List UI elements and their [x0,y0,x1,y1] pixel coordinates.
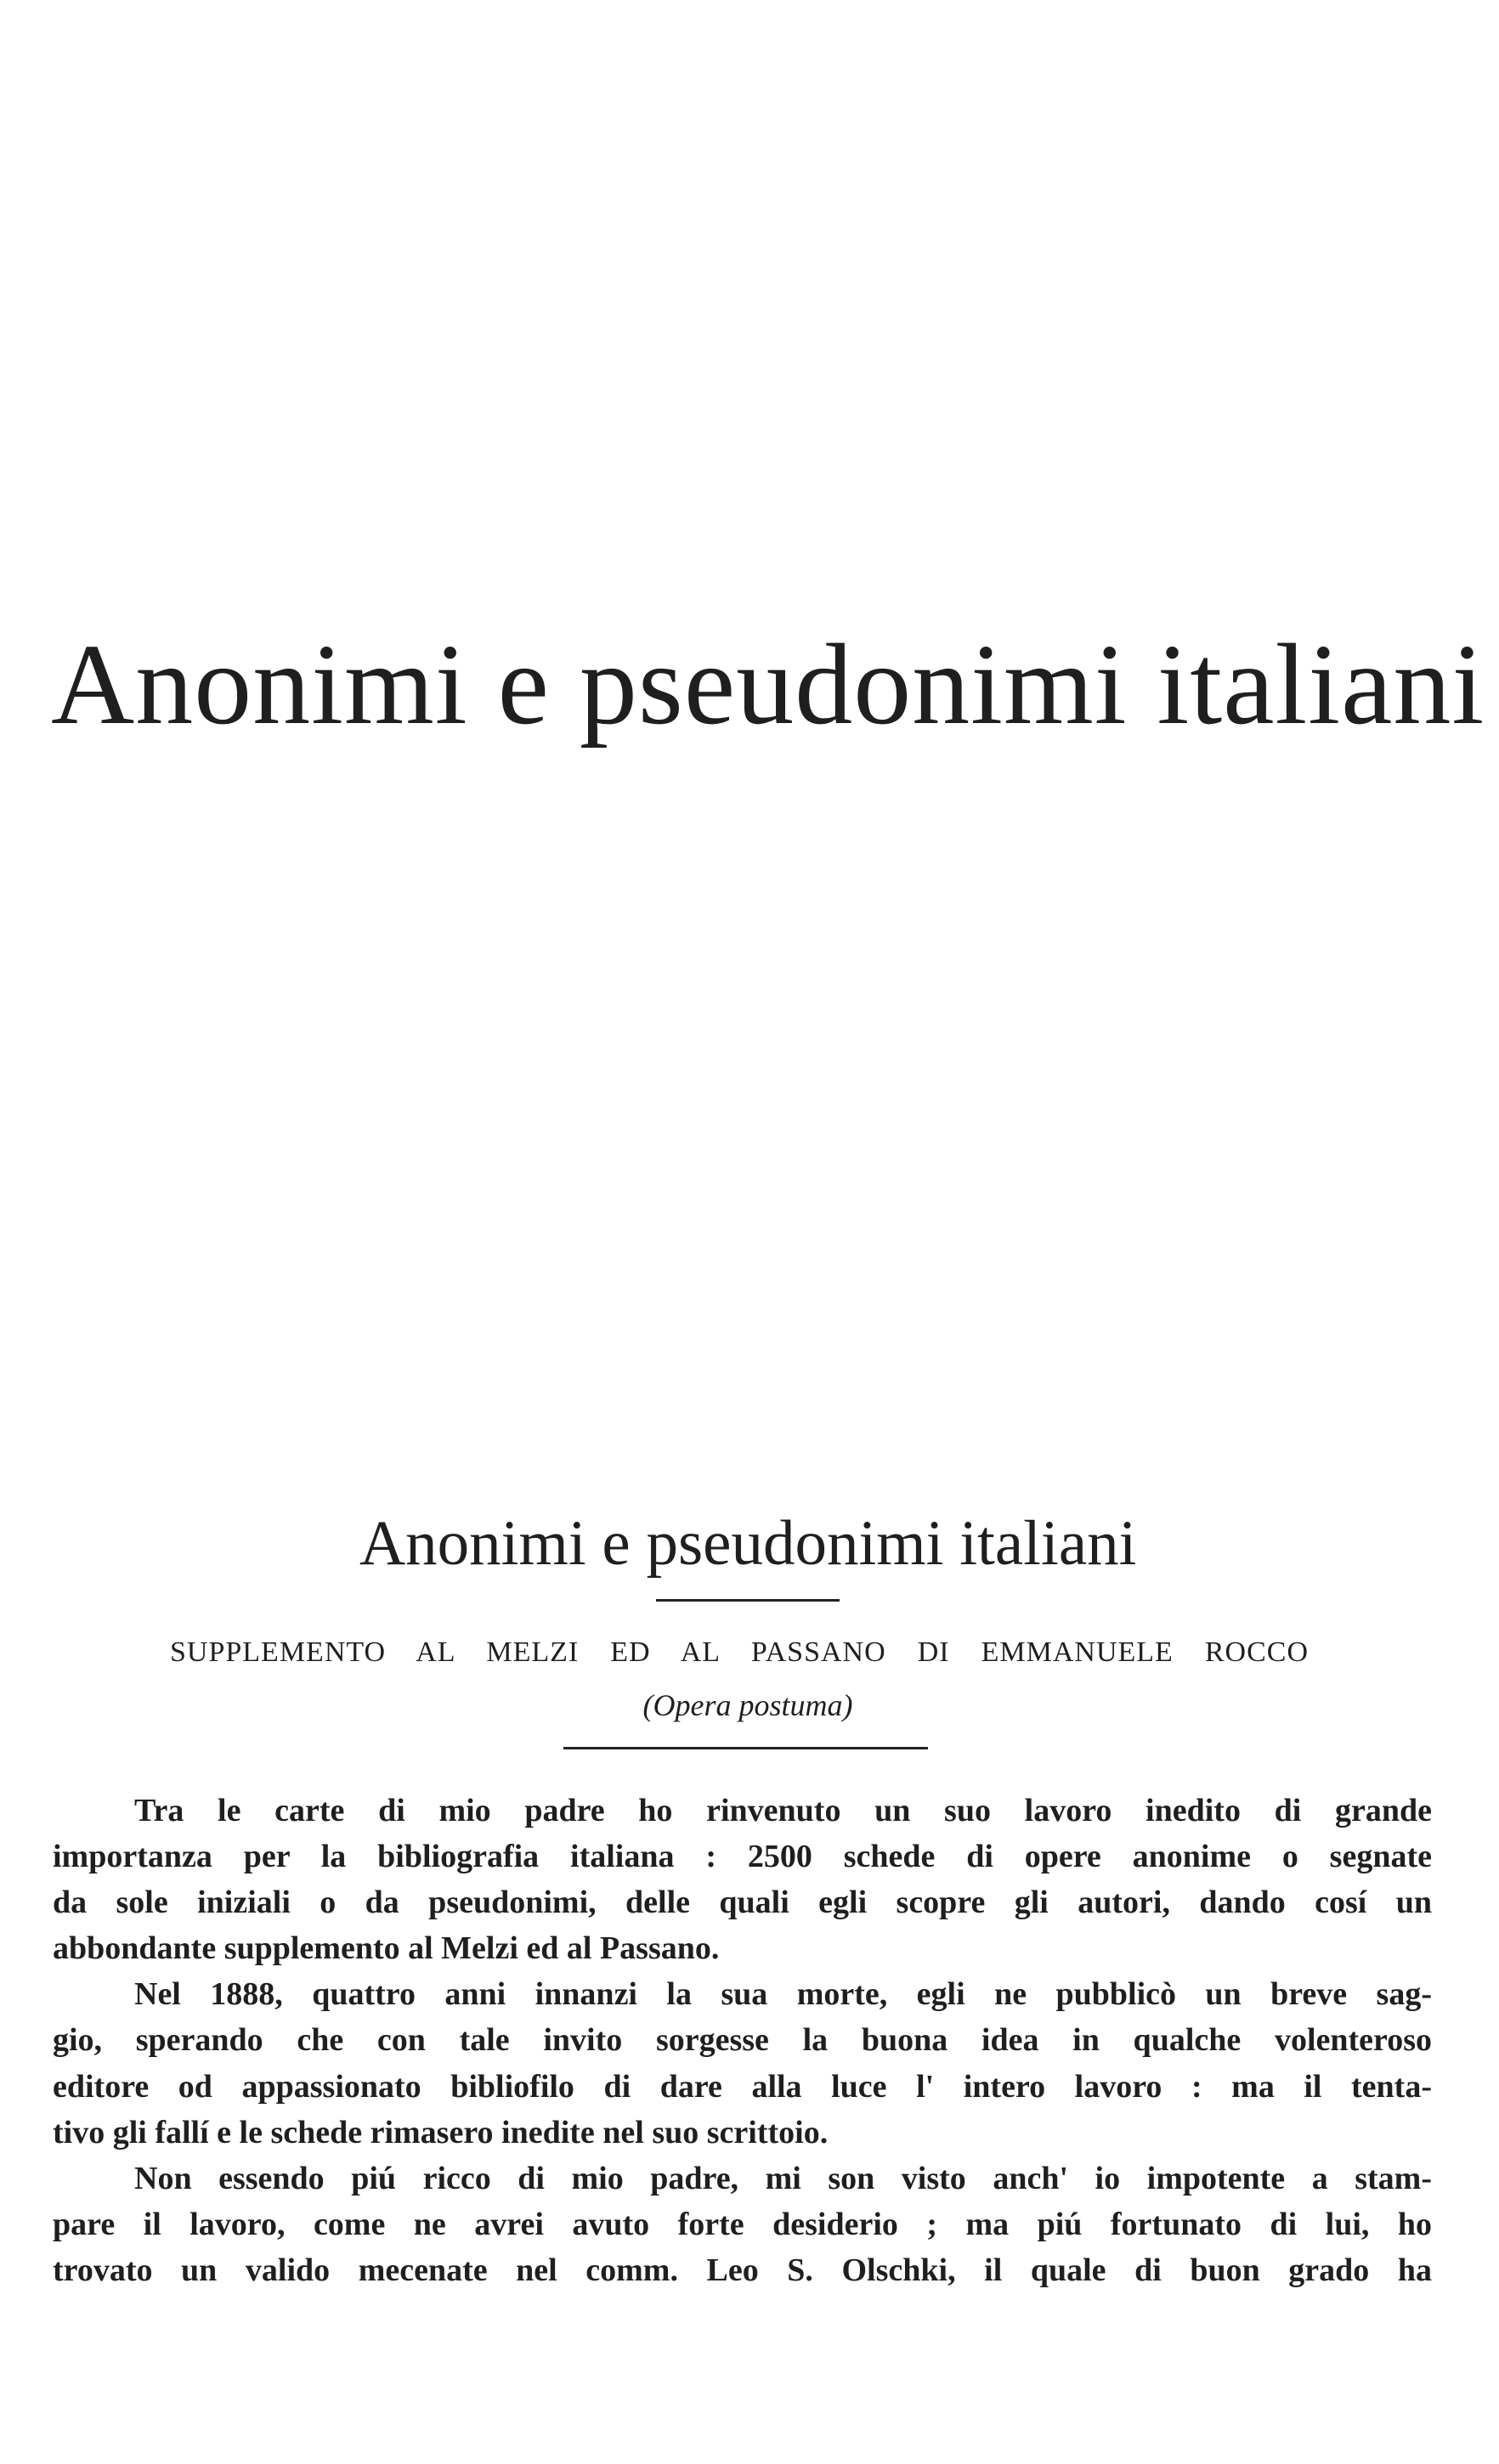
paragraph-1 [53,1788,1432,1971]
paragraph-line: editore od appassionato bibliofilo di dare alla luce l' intero lavoro : ma il tenta- [53,2068,1432,2105]
posthumous-note: (Opera postuma) [642,1688,853,1722]
paragraph-2 [53,1971,1432,2155]
paragraph-line: Tra le carte di mio padre ho rinvenuto un suo lavoro inedito di grande [134,1793,1432,1828]
paragraph-line: pare il lavoro, come ne avrei avuto forte desiderio ; ma piú fortunato di lui, ho [53,2206,1432,2242]
paragraph-3 [53,2156,1432,2293]
section-title: Anonimi e pseudonimi italiani [359,1508,1137,1579]
subtitle: SUPPLEMENTO AL MELZI ED AL PASSANO DI EMMANUELE ROCCO [170,1636,1309,1668]
paragraph-line: gio, sperando che con tale invito sorgesse la buona idea in qualche volenteroso [53,2022,1432,2059]
body-text [53,1788,1432,2293]
paragraph-line: tivo gli fallí e le schede rimasero inedite nel suo scrittoio. [53,2114,829,2150]
paragraph-line: trovato un valido mecenate nel comm. Leo S. Olschki, il quale di buon grado ha [53,2252,1432,2288]
paragraph-line: da sole iniziali o da pseudonimi, delle quali egli scopre gli autori, dando cosí un [53,1885,1432,1921]
main-title: Anonimi e pseudonimi italiani [51,621,1485,749]
paragraph-line: Nel 1888, quattro anni innanzi la sua morte, egli ne pubblicò un breve sag- [134,1976,1432,2013]
paragraph-line: Non essendo piú ricco di mio padre, mi son visto anch' io impotente a stam- [134,2160,1432,2196]
subtitle-divider-rule [563,1747,928,1749]
paragraph-line: importanza per la bibliografia italiana : 2500 schede di opere anonime o segnate [53,1839,1432,1875]
paragraph-line: abbondante supplemento al Melzi ed al Passano. [53,1930,720,1967]
title-divider-rule [656,1599,840,1602]
